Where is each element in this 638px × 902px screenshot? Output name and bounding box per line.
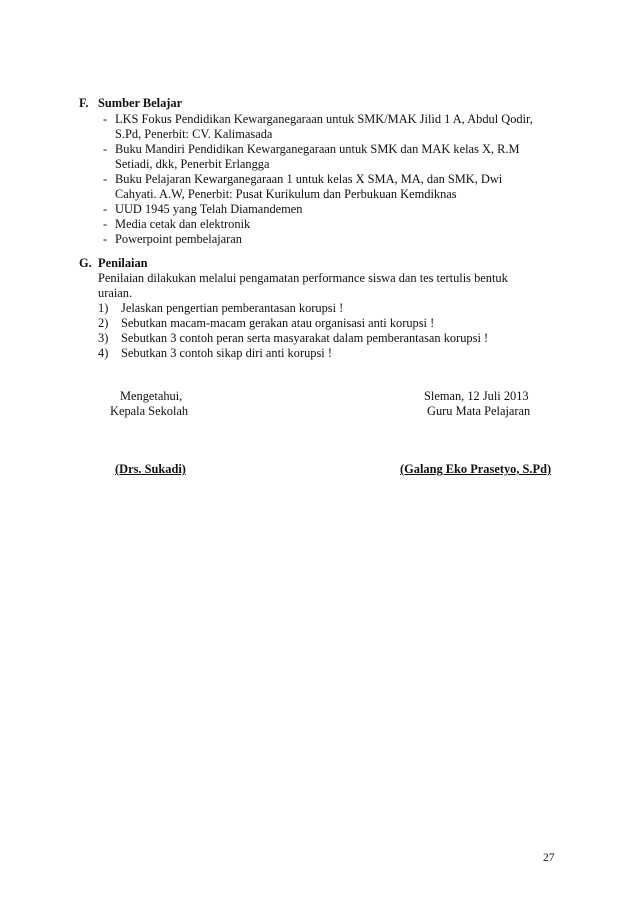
bullet-dash: -: [103, 142, 108, 156]
signature-right-line-2: Guru Mata Pelajaran: [427, 404, 531, 418]
source-item-3-line-1: Buku Pelajaran Kewarganegaraan 1 untuk kelas X SMA, MA, dan SMK, Dwi: [115, 172, 503, 186]
signature-left-line-1: Mengetahui,: [120, 389, 183, 403]
section-g-heading: [79, 256, 148, 271]
source-item-1-line-1: LKS Fokus Pendidikan Kewarganegaraan untuk SMK/MAK Jilid 1 A, Abdul Qodir,: [115, 112, 533, 126]
page-number: 27: [543, 852, 555, 864]
section-f-title: Sumber Belajar: [98, 96, 183, 110]
source-item-5-line-1: Media cetak dan elektronik: [115, 217, 251, 231]
bullet-dash: -: [103, 232, 108, 246]
teacher-name: (Galang Eko Prasetyo, S.Pd): [400, 462, 552, 476]
question-1-number: 1): [98, 301, 109, 315]
bullet-dash: -: [103, 217, 108, 231]
section-f-letter: F.: [79, 96, 89, 110]
question-4-text: Sebutkan 3 contoh sikap diri anti korupsi !: [121, 346, 332, 360]
bullet-dash: -: [103, 172, 108, 186]
signature-right-line-1: Sleman, 12 Juli 2013: [424, 389, 529, 403]
section-f-heading: [79, 96, 182, 111]
question-2-text: Sebutkan macam-macam gerakan atau organisasi anti korupsi !: [121, 316, 435, 330]
source-item-6-line-1: Powerpoint pembelajaran: [115, 232, 242, 246]
question-1-text: Jelaskan pengertian pemberantasan korupsi !: [121, 301, 344, 315]
question-3-text: Sebutkan 3 contoh peran serta masyarakat dalam pemberantasan korupsi !: [121, 331, 489, 345]
question-3-number: 3): [98, 331, 109, 345]
source-item-4-line-1: UUD 1945 yang Telah Diamandemen: [115, 202, 303, 216]
question-4-number: 4): [98, 346, 109, 360]
source-item-2-line-2: Setiadi, dkk, Penerbit Erlangga: [115, 157, 270, 171]
signature-left-line-2: Kepala Sekolah: [110, 404, 189, 418]
source-item-1-line-2: S.Pd, Penerbit: CV. Kalimasada: [115, 127, 273, 141]
bullet-dash: -: [103, 112, 108, 126]
source-item-2-line-1: Buku Mandiri Pendidikan Kewarganegaraan untuk SMK dan MAK kelas X, R.M: [115, 142, 520, 156]
section-g-title: Penilaian: [98, 256, 148, 270]
source-item-3-line-2: Cahyati. A.W, Penerbit: Pusat Kurikulum dan Perbukuan Kemdiknas: [115, 187, 457, 201]
bullet-dash: -: [103, 202, 108, 216]
section-g-letter: G.: [79, 256, 92, 270]
question-2-number: 2): [98, 316, 109, 330]
principal-name: (Drs. Sukadi): [115, 462, 186, 476]
assessment-intro-line-2: uraian.: [98, 286, 133, 300]
assessment-intro-line-1: Penilaian dilakukan melalui pengamatan performance siswa dan tes tertulis bentuk: [98, 271, 508, 285]
